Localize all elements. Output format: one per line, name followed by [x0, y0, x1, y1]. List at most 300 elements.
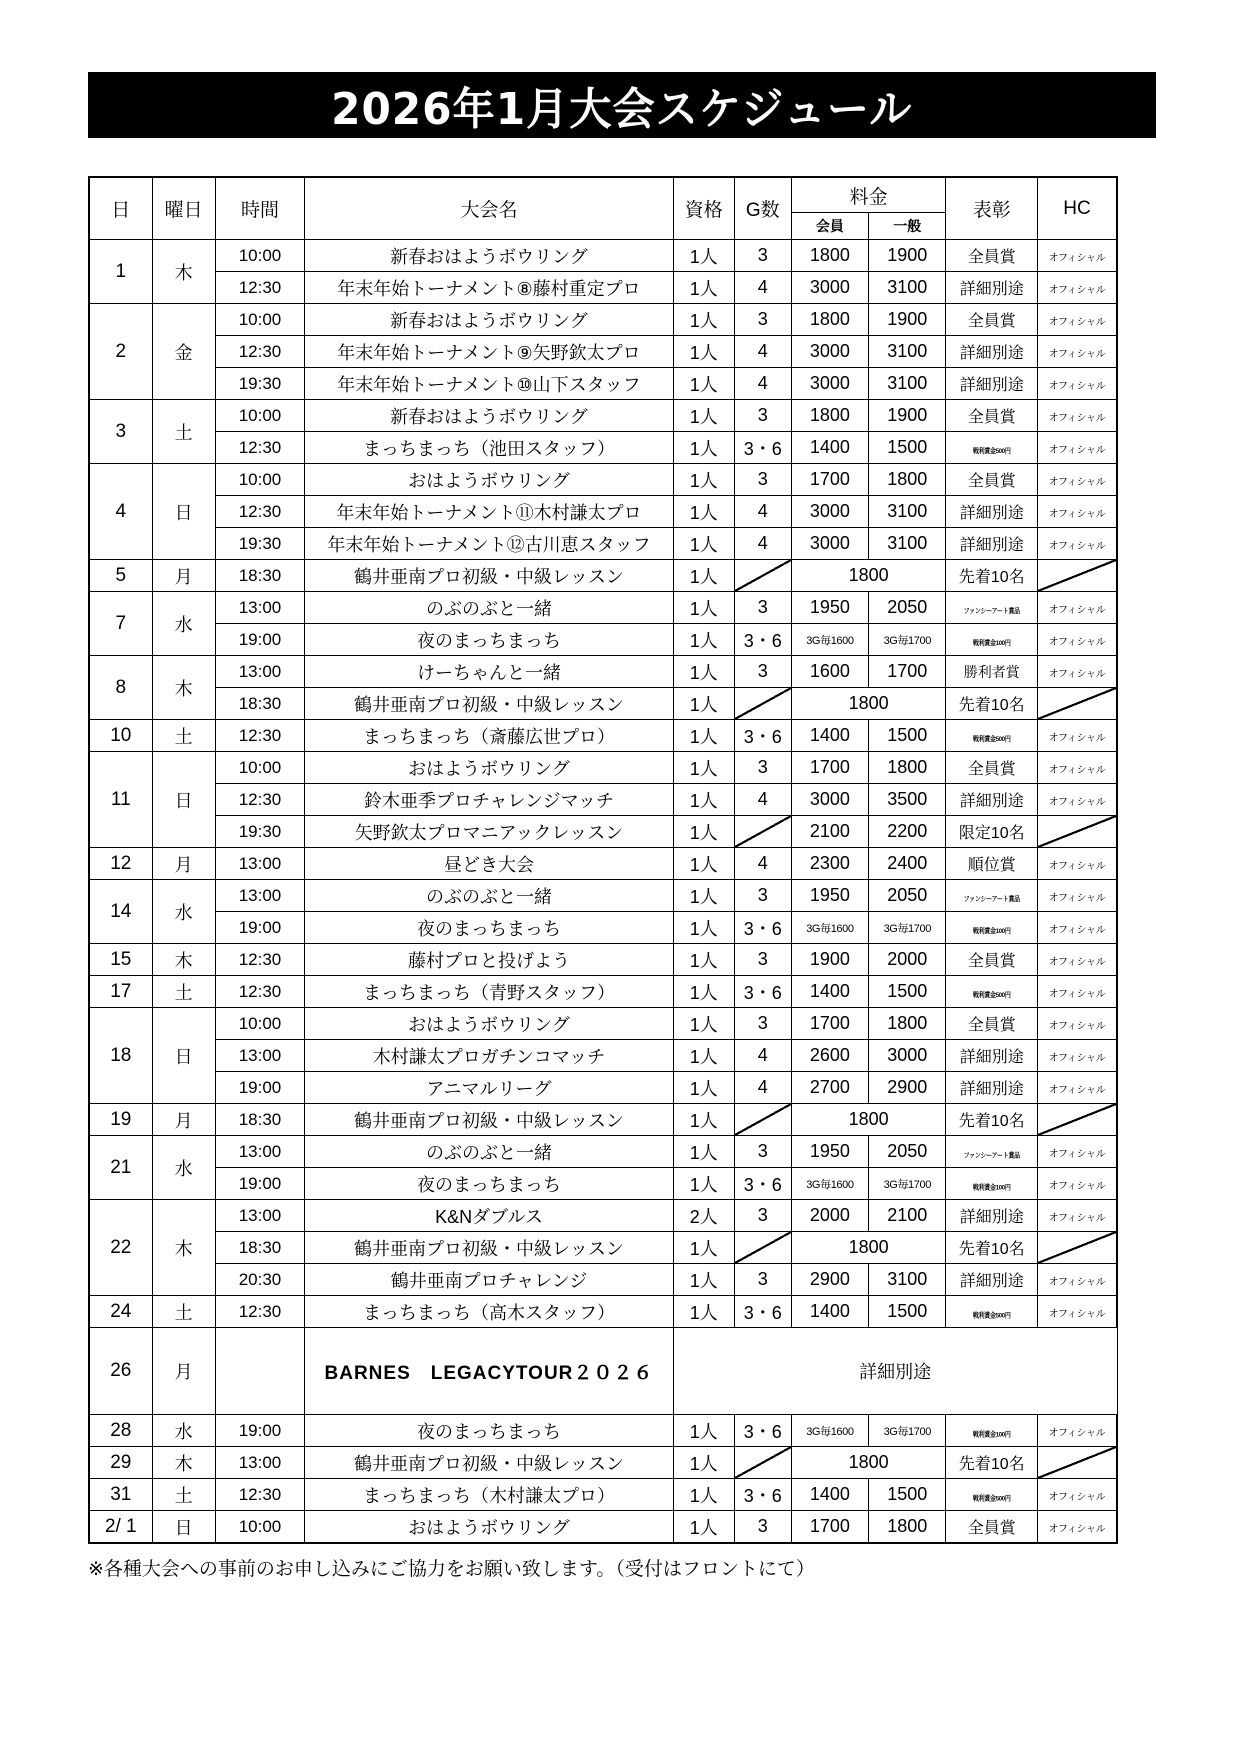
- cell-games: 3: [734, 1136, 791, 1168]
- cell-hc: [1038, 1447, 1117, 1479]
- cell-hc: [1038, 752, 1117, 784]
- cell-fee-member: 2600: [791, 1040, 868, 1072]
- cell-games: 3: [734, 1511, 791, 1544]
- cell-hc: [1038, 432, 1117, 464]
- cell-dow: 月: [152, 848, 215, 880]
- award-tiny-text: 戦利賞金500円: [972, 1312, 1011, 1319]
- cell-qualification: 1人: [673, 1072, 734, 1104]
- cell-fee-member: 1950: [791, 592, 868, 624]
- cell-time: 13:00: [215, 1136, 305, 1168]
- award-tiny-text: 戦利賞金500円: [972, 736, 1011, 743]
- cell-fee-general: 2200: [869, 816, 946, 848]
- cell-fee-general: 2050: [869, 880, 946, 912]
- cell-time: 12:30: [215, 496, 305, 528]
- cell-day: 7: [89, 592, 152, 656]
- cell-tournament-name: 年末年始トーナメント⑧藤村重定プロ: [305, 272, 673, 304]
- table-row: [89, 816, 1117, 848]
- cell-award: [946, 720, 1038, 752]
- table-row: [89, 1232, 1117, 1264]
- column-header-award: 表彰: [946, 177, 1038, 240]
- cell-dow: 土: [152, 720, 215, 752]
- cell-qualification: 1人: [673, 240, 734, 272]
- cell-qualification: 1人: [673, 1040, 734, 1072]
- hc-label: オフィシャル: [1048, 1427, 1106, 1439]
- cell-hc: [1038, 1168, 1117, 1200]
- cell-games: 4: [734, 528, 791, 560]
- cell-day: 8: [89, 656, 152, 720]
- cell-time: 10:00: [215, 304, 305, 336]
- cell-time: 12:30: [215, 432, 305, 464]
- cell-fee-general: 3G毎1700: [869, 912, 946, 944]
- cell-tournament-name: 鶴井亜南プロ初級・中級レッスン: [305, 688, 673, 720]
- table-row: [89, 1040, 1117, 1072]
- cell-games: 3: [734, 656, 791, 688]
- cell-tournament-name: 鶴井亜南プロ初級・中級レッスン: [305, 1104, 673, 1136]
- cell-day: 2/ 1: [89, 1511, 152, 1544]
- cell-games: 4: [734, 784, 791, 816]
- cell-award: 全員賞: [946, 304, 1038, 336]
- cell-day: 1: [89, 240, 152, 304]
- cell-fee-member: 3G毎1600: [791, 1168, 868, 1200]
- hc-label: オフィシャル: [1048, 860, 1106, 872]
- hc-label: オフィシャル: [1048, 348, 1106, 360]
- cell-fee-member: 3G毎1600: [791, 1415, 868, 1447]
- cell-hc: [1038, 464, 1117, 496]
- cell-award: 先着10名: [946, 1447, 1038, 1479]
- footer-note: ※各種大会への事前のお申し込みにご協力をお願い致します。（受付はフロントにて）: [88, 1559, 815, 1580]
- cell-fee-member: 1700: [791, 1008, 868, 1040]
- cell-qualification: 1人: [673, 784, 734, 816]
- cell-tournament-name: のぶのぶと一緒: [305, 592, 673, 624]
- hc-label: オフィシャル: [1048, 476, 1106, 488]
- cell-hc: [1038, 368, 1117, 400]
- cell-hc: [1038, 1264, 1117, 1296]
- cell-award: [946, 976, 1038, 1008]
- cell-fee-general: 1500: [869, 720, 946, 752]
- cell-dow: 木: [152, 240, 215, 304]
- cell-time: 10:00: [215, 240, 305, 272]
- table-row: [89, 1264, 1117, 1296]
- cell-fee-general: 3100: [869, 1264, 946, 1296]
- table-row: [89, 1200, 1117, 1232]
- cell-time: 12:30: [215, 976, 305, 1008]
- cell-tournament-name: 年末年始トーナメント⑩山下スタッフ: [305, 368, 673, 400]
- cell-fee-member: 1900: [791, 944, 868, 976]
- cell-day: 12: [89, 848, 152, 880]
- hc-label: オフィシャル: [1048, 412, 1106, 424]
- cell-time: 19:30: [215, 816, 305, 848]
- table-row: [89, 272, 1117, 304]
- cell-award: 限定10名: [946, 816, 1038, 848]
- cell-tournament-name: 夜のまっちまっち: [305, 624, 673, 656]
- award-tiny-text: 戦利賞金100円: [972, 928, 1011, 935]
- cell-fee-member: 1800: [791, 304, 868, 336]
- cell-day: 3: [89, 400, 152, 464]
- cell-time: 13:00: [215, 848, 305, 880]
- cell-award: 詳細別途: [946, 1200, 1038, 1232]
- cell-qualification: 1人: [673, 1511, 734, 1544]
- cell-fee-merged: 1800: [791, 1447, 946, 1479]
- cell-dow: 土: [152, 1479, 215, 1511]
- cell-dow: 金: [152, 304, 215, 400]
- cell-award: [946, 1296, 1038, 1328]
- table-row: [89, 432, 1117, 464]
- hc-label: オフィシャル: [1048, 1180, 1106, 1192]
- cell-games: 4: [734, 496, 791, 528]
- hc-label: オフィシャル: [1048, 892, 1106, 904]
- cell-dow: 木: [152, 656, 215, 720]
- cell-award: [946, 880, 1038, 912]
- cell-day: 31: [89, 1479, 152, 1511]
- cell-tournament-name: 鶴井亜南プロ初級・中級レッスン: [305, 560, 673, 592]
- table-row: [89, 848, 1117, 880]
- cell-fee-general: 3G毎1700: [869, 1168, 946, 1200]
- cell-games: 4: [734, 1072, 791, 1104]
- cell-games: 3: [734, 464, 791, 496]
- cell-time: 10:00: [215, 464, 305, 496]
- cell-qualification: 1人: [673, 464, 734, 496]
- cell-games: 3・6: [734, 1168, 791, 1200]
- cell-dow: 水: [152, 1415, 215, 1447]
- table-row: [89, 1072, 1117, 1104]
- cell-games: 4: [734, 1040, 791, 1072]
- cell-day: 18: [89, 1008, 152, 1104]
- cell-fee-general: 1800: [869, 752, 946, 784]
- cell-award: [946, 432, 1038, 464]
- cell-fee-member: 2700: [791, 1072, 868, 1104]
- cell-hc: [1038, 560, 1117, 592]
- cell-tournament-name: 藤村プロと投げよう: [305, 944, 673, 976]
- cell-day: 24: [89, 1296, 152, 1328]
- table-row: [89, 336, 1117, 368]
- column-header-fee-member: 会員: [791, 213, 868, 240]
- cell-fee-member: 1800: [791, 400, 868, 432]
- cell-games: 3: [734, 944, 791, 976]
- cell-tournament-name: のぶのぶと一緒: [305, 1136, 673, 1168]
- cell-tournament-name: おはようボウリング: [305, 752, 673, 784]
- column-header-games: G数: [734, 177, 791, 240]
- cell-time: 10:00: [215, 1511, 305, 1544]
- cell-fee-member: 1700: [791, 464, 868, 496]
- cell-games: [734, 560, 791, 592]
- hc-label: オフィシャル: [1048, 284, 1106, 296]
- cell-games: 4: [734, 272, 791, 304]
- cell-games: 3: [734, 1264, 791, 1296]
- cell-games: [734, 1104, 791, 1136]
- cell-award: 全員賞: [946, 240, 1038, 272]
- cell-day: 22: [89, 1200, 152, 1296]
- cell-tournament-name: 夜のまっちまっち: [305, 1415, 673, 1447]
- cell-qualification: 1人: [673, 336, 734, 368]
- cell-qualification: 1人: [673, 880, 734, 912]
- cell-fee-general: 1800: [869, 464, 946, 496]
- cell-fee-member: 3000: [791, 368, 868, 400]
- cell-time: 20:30: [215, 1264, 305, 1296]
- cell-fee-merged: 1800: [791, 688, 946, 720]
- hc-label: オフィシャル: [1048, 1523, 1106, 1535]
- cell-award: 詳細別途: [946, 784, 1038, 816]
- cell-hc: [1038, 848, 1117, 880]
- cell-time: 12:30: [215, 336, 305, 368]
- table-row: [89, 1511, 1117, 1544]
- cell-time: 18:30: [215, 1232, 305, 1264]
- cell-fee-member: 3000: [791, 496, 868, 528]
- cell-time: 12:30: [215, 1296, 305, 1328]
- cell-award: 全員賞: [946, 944, 1038, 976]
- cell-tournament-name: おはようボウリング: [305, 1511, 673, 1544]
- cell-time: 12:30: [215, 272, 305, 304]
- cell-award: 詳細別途: [946, 368, 1038, 400]
- cell-time: 12:30: [215, 944, 305, 976]
- cell-dow: 日: [152, 752, 215, 848]
- cell-games: 3・6: [734, 624, 791, 656]
- table-body: [89, 240, 1117, 1544]
- cell-games: 3: [734, 1008, 791, 1040]
- cell-day: 29: [89, 1447, 152, 1479]
- hc-label: オフィシャル: [1048, 668, 1106, 680]
- cell-tournament-name: 年末年始トーナメント⑨矢野欽太プロ: [305, 336, 673, 368]
- cell-time: 12:30: [215, 784, 305, 816]
- table-header: [89, 177, 1117, 240]
- cell-qualification: 1人: [673, 304, 734, 336]
- cell-games: 3: [734, 880, 791, 912]
- cell-hc: [1038, 1296, 1117, 1328]
- cell-fee-member: 1600: [791, 656, 868, 688]
- hc-label: オフィシャル: [1048, 924, 1106, 936]
- hc-label: オフィシャル: [1048, 764, 1106, 776]
- cell-award: 先着10名: [946, 688, 1038, 720]
- cell-qualification: 1人: [673, 432, 734, 464]
- cell-hc: [1038, 592, 1117, 624]
- column-header-dow: 曜日: [152, 177, 215, 240]
- cell-games: 3: [734, 304, 791, 336]
- cell-qualification: 1人: [673, 1008, 734, 1040]
- cell-hc: [1038, 944, 1117, 976]
- cell-special-detail: 詳細別途: [673, 1328, 1117, 1415]
- hc-label: オフィシャル: [1048, 1308, 1106, 1320]
- cell-hc: [1038, 304, 1117, 336]
- cell-fee-member: 2100: [791, 816, 868, 848]
- table-row: [89, 1296, 1117, 1328]
- cell-time: 19:00: [215, 912, 305, 944]
- cell-fee-general: 3100: [869, 368, 946, 400]
- table-row: [89, 528, 1117, 560]
- cell-qualification: 1人: [673, 848, 734, 880]
- cell-games: 3・6: [734, 976, 791, 1008]
- hc-label: オフィシャル: [1048, 252, 1106, 264]
- cell-award: 全員賞: [946, 464, 1038, 496]
- table-row: [89, 1008, 1117, 1040]
- cell-tournament-name: まっちまっち（斎藤広世プロ）: [305, 720, 673, 752]
- cell-hc: [1038, 656, 1117, 688]
- cell-qualification: 1人: [673, 400, 734, 432]
- cell-time: 13:00: [215, 1040, 305, 1072]
- cell-time: 12:30: [215, 1479, 305, 1511]
- cell-games: 4: [734, 368, 791, 400]
- cell-fee-merged: 1800: [791, 1104, 946, 1136]
- cell-time: 18:30: [215, 688, 305, 720]
- column-header-hc: HC: [1038, 177, 1117, 240]
- cell-fee-general: 1900: [869, 304, 946, 336]
- cell-day: 28: [89, 1415, 152, 1447]
- table-row: [89, 752, 1117, 784]
- award-tiny-text: 戦利賞金100円: [972, 1431, 1011, 1438]
- schedule-table: [88, 176, 1118, 1544]
- cell-hc: [1038, 784, 1117, 816]
- cell-qualification: 1人: [673, 528, 734, 560]
- cell-hc: [1038, 400, 1117, 432]
- cell-time: 13:00: [215, 1447, 305, 1479]
- hc-label: オフィシャル: [1048, 1052, 1106, 1064]
- cell-award: [946, 912, 1038, 944]
- cell-games: 4: [734, 336, 791, 368]
- cell-time: 19:00: [215, 1168, 305, 1200]
- cell-award: 詳細別途: [946, 1264, 1038, 1296]
- cell-tournament-name: BARNES LEGACYTOUR２０２６: [305, 1328, 673, 1415]
- hc-label: オフィシャル: [1048, 1212, 1106, 1224]
- table-row: [89, 240, 1117, 272]
- cell-qualification: 1人: [673, 944, 734, 976]
- table-row: [89, 784, 1117, 816]
- cell-qualification: 1人: [673, 1232, 734, 1264]
- cell-games: 3: [734, 1200, 791, 1232]
- cell-time: 13:00: [215, 592, 305, 624]
- cell-fee-member: 3000: [791, 784, 868, 816]
- cell-award: 詳細別途: [946, 272, 1038, 304]
- cell-fee-member: 1800: [791, 240, 868, 272]
- cell-fee-member: 1950: [791, 880, 868, 912]
- cell-qualification: 1人: [673, 688, 734, 720]
- cell-hc: [1038, 1415, 1117, 1447]
- cell-fee-member: 1700: [791, 752, 868, 784]
- cell-games: 3: [734, 240, 791, 272]
- hc-label: オフィシャル: [1048, 316, 1106, 328]
- cell-time: 18:30: [215, 560, 305, 592]
- cell-qualification: 1人: [673, 1104, 734, 1136]
- cell-tournament-name: 鈴木亜季プロチャレンジマッチ: [305, 784, 673, 816]
- award-tiny-text: 戦利賞金100円: [972, 1184, 1011, 1191]
- column-header-time: 時間: [215, 177, 305, 240]
- cell-fee-member: 1400: [791, 1296, 868, 1328]
- cell-award: 勝利者賞: [946, 656, 1038, 688]
- cell-award: 順位賞: [946, 848, 1038, 880]
- cell-fee-general: 3100: [869, 528, 946, 560]
- cell-award: 詳細別途: [946, 336, 1038, 368]
- table-row: [89, 304, 1117, 336]
- table-row: [89, 1447, 1117, 1479]
- cell-fee-member: 3G毎1600: [791, 912, 868, 944]
- cell-award: 全員賞: [946, 1008, 1038, 1040]
- cell-hc: [1038, 816, 1117, 848]
- cell-award: 全員賞: [946, 1511, 1038, 1544]
- cell-fee-member: 3000: [791, 336, 868, 368]
- cell-fee-member: 1400: [791, 720, 868, 752]
- hc-label: オフィシャル: [1048, 732, 1106, 744]
- cell-games: 3・6: [734, 432, 791, 464]
- cell-tournament-name: おはようボウリング: [305, 464, 673, 496]
- table-row: [89, 976, 1117, 1008]
- table-row: [89, 560, 1117, 592]
- table-row: [89, 1328, 1117, 1415]
- cell-games: 3・6: [734, 1479, 791, 1511]
- hc-label: オフィシャル: [1048, 988, 1106, 1000]
- cell-fee-general: 3100: [869, 272, 946, 304]
- cell-time: 13:00: [215, 880, 305, 912]
- cell-dow: 水: [152, 592, 215, 656]
- hc-label: オフィシャル: [1048, 540, 1106, 552]
- cell-fee-general: 3G毎1700: [869, 1415, 946, 1447]
- column-header-name: 大会名: [305, 177, 673, 240]
- cell-fee-member: 3000: [791, 528, 868, 560]
- table-row: [89, 1479, 1117, 1511]
- cell-day: 5: [89, 560, 152, 592]
- cell-award: 先着10名: [946, 1104, 1038, 1136]
- cell-qualification: 1人: [673, 912, 734, 944]
- cell-fee-general: 1800: [869, 1008, 946, 1040]
- cell-fee-member: 1400: [791, 1479, 868, 1511]
- cell-tournament-name: まっちまっち（木村謙太プロ）: [305, 1479, 673, 1511]
- table-row: [89, 496, 1117, 528]
- cell-award: [946, 1479, 1038, 1511]
- award-tiny-text: ファンシーアート賞品: [963, 896, 1020, 903]
- cell-tournament-name: おはようボウリング: [305, 1008, 673, 1040]
- cell-dow: 月: [152, 1328, 215, 1415]
- cell-games: [734, 1447, 791, 1479]
- cell-qualification: 1人: [673, 496, 734, 528]
- cell-qualification: 1人: [673, 1264, 734, 1296]
- cell-tournament-name: 矢野欽太プロマニアックレッスン: [305, 816, 673, 848]
- cell-fee-member: 2000: [791, 1200, 868, 1232]
- hc-label: オフィシャル: [1048, 1276, 1106, 1288]
- table-row: [89, 880, 1117, 912]
- column-header-fee: 料金: [791, 177, 946, 213]
- cell-fee-general: 3500: [869, 784, 946, 816]
- cell-qualification: 1人: [673, 1447, 734, 1479]
- cell-fee-general: 1700: [869, 656, 946, 688]
- cell-fee-member: 1400: [791, 432, 868, 464]
- hc-label: オフィシャル: [1048, 1491, 1106, 1503]
- cell-tournament-name: アニマルリーグ: [305, 1072, 673, 1104]
- cell-day: 26: [89, 1328, 152, 1415]
- cell-dow: 木: [152, 944, 215, 976]
- award-tiny-text: 戦利賞金500円: [972, 448, 1011, 455]
- cell-dow: 水: [152, 1136, 215, 1200]
- hc-label: オフィシャル: [1048, 1084, 1106, 1096]
- cell-fee-general: 2050: [869, 1136, 946, 1168]
- cell-qualification: 1人: [673, 1136, 734, 1168]
- cell-fee-general: 3000: [869, 1040, 946, 1072]
- award-tiny-text: ファンシーアート賞品: [963, 1152, 1020, 1159]
- cell-dow: 日: [152, 1008, 215, 1104]
- cell-hc: [1038, 528, 1117, 560]
- cell-hc: [1038, 496, 1117, 528]
- cell-fee-general: 3G毎1700: [869, 624, 946, 656]
- table-row: [89, 592, 1117, 624]
- cell-fee-member: 2300: [791, 848, 868, 880]
- cell-qualification: 1人: [673, 1168, 734, 1200]
- cell-fee-general: 3100: [869, 336, 946, 368]
- cell-time: 19:30: [215, 528, 305, 560]
- cell-time: 10:00: [215, 1008, 305, 1040]
- cell-hc: [1038, 1072, 1117, 1104]
- cell-day: 21: [89, 1136, 152, 1200]
- cell-qualification: 1人: [673, 656, 734, 688]
- cell-tournament-name: 鶴井亜南プロ初級・中級レッスン: [305, 1232, 673, 1264]
- column-header-fee-general: 一般: [869, 213, 946, 240]
- cell-tournament-name: 夜のまっちまっち: [305, 1168, 673, 1200]
- cell-time: 13:00: [215, 656, 305, 688]
- cell-time: 19:30: [215, 368, 305, 400]
